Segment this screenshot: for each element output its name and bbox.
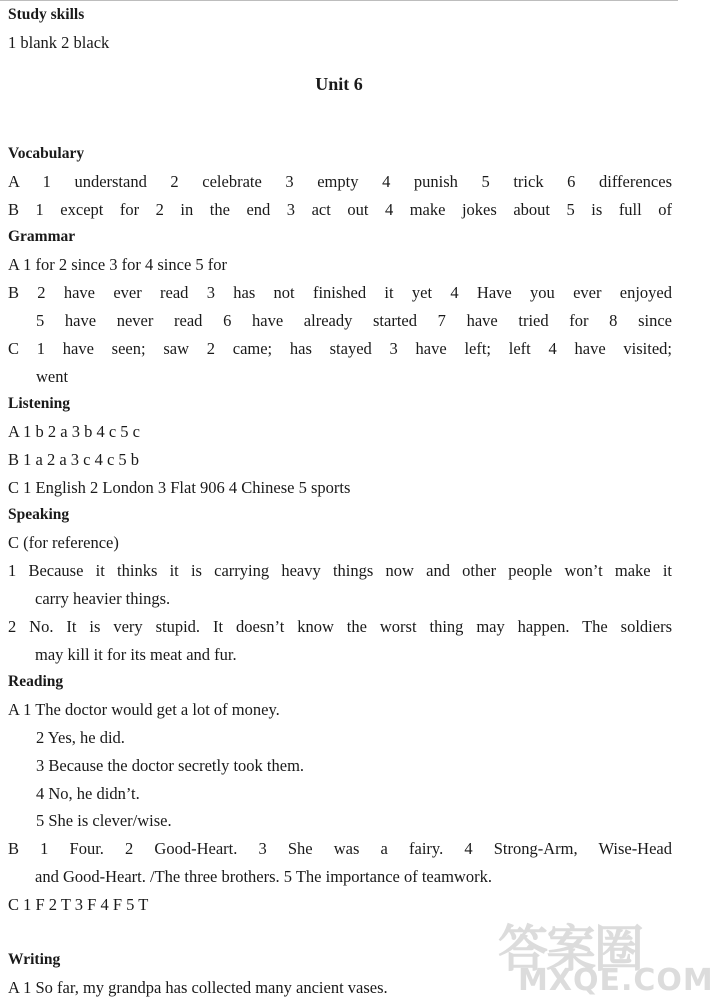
grammar-heading: Grammar xyxy=(8,228,76,245)
reading-a-4: 4 No, he didn’t. xyxy=(36,784,140,803)
writing-a-1: A 1 So far, my grandpa has collected many ancient vases. xyxy=(8,978,388,997)
reading-c: C 1 F 2 T 3 F 4 F 5 T xyxy=(8,895,149,914)
writing-heading: Writing xyxy=(8,951,61,968)
speaking-answer-1-line1: 1 Because it thinks it is carrying heavy things now and other people won’t make it xyxy=(8,561,672,580)
vocabulary-b: B 1 except for 2 in the end 3 act out 4 make jokes about 5 is full of xyxy=(8,200,672,219)
grammar-c-line2: went xyxy=(36,367,69,386)
vocabulary-a: A 1 understand 2 celebrate 3 empty 4 punish 5 trick 6 differences xyxy=(8,172,672,191)
reading-a-2: 2 Yes, he did. xyxy=(36,728,125,747)
reading-a-3: 3 Because the doctor secretly took them. xyxy=(36,756,305,775)
speaking-c: C (for reference) xyxy=(8,533,119,552)
reading-a-5: 5 She is clever/wise. xyxy=(36,811,172,830)
listening-a: A 1 b 2 a 3 b 4 c 5 c xyxy=(8,422,140,441)
vocabulary-heading: Vocabulary xyxy=(8,145,85,162)
study-skills-answers: 1 blank 2 black xyxy=(8,33,110,52)
grammar-c-line1: C 1 have seen; saw 2 came; has stayed 3 have left; left 4 have visited; xyxy=(8,339,672,358)
listening-c: C 1 English 2 London 3 Flat 906 4 Chinese 5 sports xyxy=(8,478,351,497)
top-rule xyxy=(0,0,678,1)
grammar-b-line2: 5 have never read 6 have already started 7 have tried for 8 since xyxy=(36,311,672,330)
watermark-logo xyxy=(498,909,714,998)
listening-heading: Listening xyxy=(8,395,71,412)
reading-b-line2: and Good-Heart. /The three brothers. 5 The importance of teamwork. xyxy=(35,867,492,886)
watermark-url: MXQE.COM xyxy=(518,963,714,998)
reading-b-line1: B 1 Four. 2 Good-Heart. 3 She was a fairy. 4 Strong-Arm, Wise-Head xyxy=(8,839,672,858)
listening-b: B 1 a 2 a 3 c 4 c 5 b xyxy=(8,450,140,469)
unit-title: Unit 6 xyxy=(315,74,363,94)
speaking-heading: Speaking xyxy=(8,506,70,523)
speaking-answer-2-line1: 2 No. It is very stupid. It doesn’t know the worst thing may happen. The soldiers xyxy=(8,617,672,636)
grammar-b-line1: B 2 have ever read 3 has not finished it yet 4 Have you ever enjoyed xyxy=(8,283,672,302)
study-skills-heading: Study skills xyxy=(8,6,85,23)
reading-a-1: A 1 The doctor would get a lot of money. xyxy=(8,700,280,719)
grammar-a: A 1 for 2 since 3 for 4 since 5 for xyxy=(8,255,228,274)
watermark-text: 答案圈 xyxy=(498,920,642,978)
reading-heading: Reading xyxy=(8,673,64,690)
speaking-answer-1-line2: carry heavier things. xyxy=(35,589,171,608)
speaking-answer-2-line2: may kill it for its meat and fur. xyxy=(35,645,237,664)
